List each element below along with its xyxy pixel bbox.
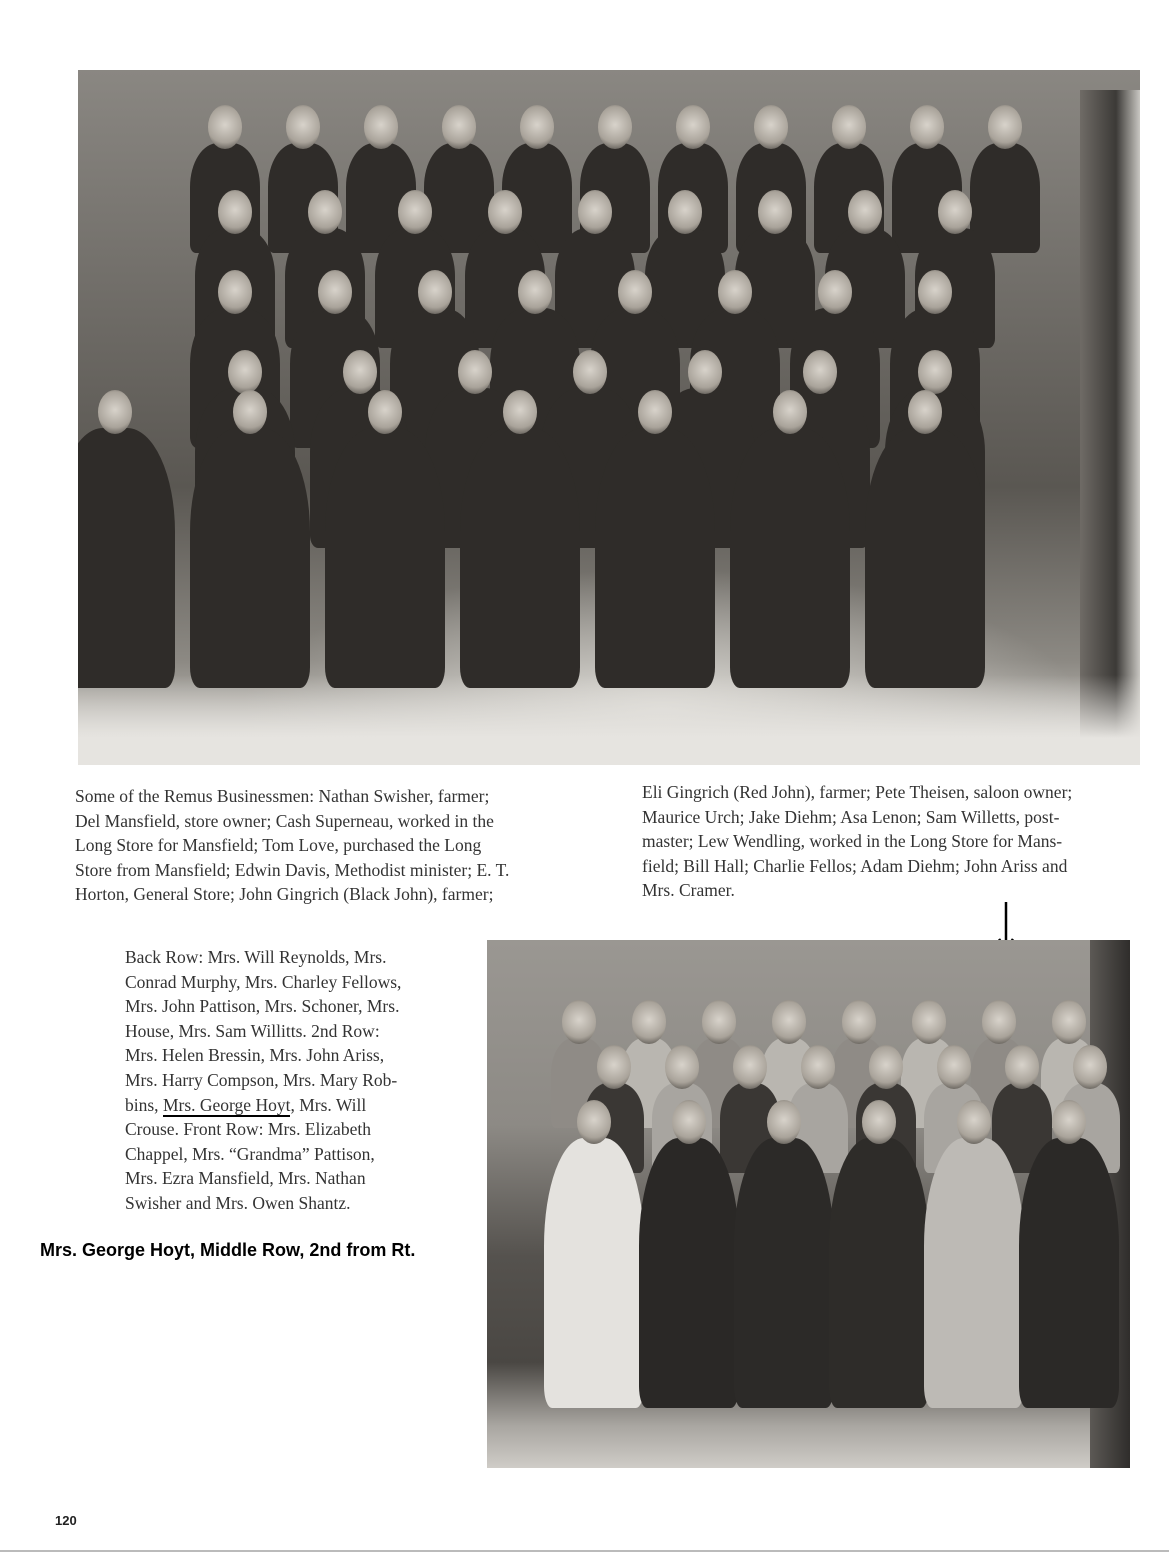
figure-head	[597, 1045, 631, 1089]
figure-head	[862, 1100, 896, 1144]
figure-head	[982, 1000, 1016, 1044]
figure-head	[638, 390, 672, 434]
figure-head	[665, 1045, 699, 1089]
figure-head	[772, 1000, 806, 1044]
caption-women	[125, 945, 401, 1216]
figure-head	[754, 105, 788, 149]
figure-head	[733, 1045, 767, 1089]
caption-line: field; Bill Hall; Charlie Fellos; Adam Diehm; John Ariss and	[642, 855, 1068, 876]
underlined-name: Mrs. George Hoyt	[162, 1094, 291, 1115]
figure-head	[1073, 1045, 1107, 1089]
figure-head	[937, 1045, 971, 1089]
figure-head	[1052, 1000, 1086, 1044]
figure-head	[832, 105, 866, 149]
caption-line: Conrad Murphy, Mrs. Charley Fellows,	[125, 971, 402, 992]
figure-head	[773, 390, 807, 434]
figure-head	[228, 350, 262, 394]
caption-line: Horton, General Store; John Gingrich (Black John), farmer;	[75, 884, 494, 905]
figure-head	[364, 105, 398, 149]
figure-head	[442, 105, 476, 149]
figure-head	[848, 190, 882, 234]
caption-line: Mrs. Ezra Mansfield, Mrs. Nathan	[125, 1168, 366, 1189]
figure-head	[458, 350, 492, 394]
figure-head	[398, 190, 432, 234]
caption-line: Crouse. Front Row: Mrs. Elizabeth	[125, 1119, 371, 1140]
figure-body	[829, 1138, 929, 1408]
photo-edge-shadow	[1080, 90, 1140, 760]
caption-businessmen-col2	[642, 780, 1072, 903]
caption-line: Mrs. Harry Compson, Mrs. Mary Rob-	[125, 1069, 398, 1090]
figure-head	[918, 350, 952, 394]
caption-line: Del Mansfield, store owner; Cash Superneau, worked in the	[75, 810, 494, 831]
caption-line: Mrs. Helen Bressin, Mrs. John Ariss,	[125, 1045, 385, 1066]
caption-line: Back Row: Mrs. Will Reynolds, Mrs.	[125, 947, 387, 967]
figure-head	[208, 105, 242, 149]
caption-line: Some of the Remus Businessmen: Nathan Swisher, farmer;	[75, 786, 490, 806]
figure-head	[938, 190, 972, 234]
figure-head	[718, 270, 752, 314]
figure-body	[730, 428, 850, 688]
figure-head	[518, 270, 552, 314]
figure-head	[988, 105, 1022, 149]
caption-line: Mrs. Cramer.	[642, 880, 735, 901]
figure-head	[957, 1100, 991, 1144]
figure-head	[918, 270, 952, 314]
figure-head	[520, 105, 554, 149]
caption-businessmen-col1	[75, 784, 509, 907]
figure-head	[578, 190, 612, 234]
figure-head	[368, 390, 402, 434]
page-number: 120	[55, 1513, 77, 1528]
figure-head	[818, 270, 852, 314]
figure-head	[912, 1000, 946, 1044]
caption-line: master; Lew Wendling, worked in the Long Store for Mans-	[642, 831, 1063, 852]
figure-head	[908, 390, 942, 434]
figure-body	[639, 1138, 739, 1408]
caption-line: Eli Gingrich (Red John), farmer; Pete Theisen, saloon owner;	[642, 782, 1073, 802]
figure-head	[1005, 1045, 1039, 1089]
figure-body	[924, 1138, 1024, 1408]
figure-head	[632, 1000, 666, 1044]
figure-head	[218, 270, 252, 314]
figure-head	[343, 350, 377, 394]
figure-head	[488, 190, 522, 234]
caption-line: House, Mrs. Sam Willitts. 2nd Row:	[125, 1020, 380, 1041]
figure-head	[676, 105, 710, 149]
figure-head	[910, 105, 944, 149]
figure-head	[672, 1100, 706, 1144]
figure-body	[460, 428, 580, 688]
figure-body	[544, 1138, 644, 1408]
figure-head	[1052, 1100, 1086, 1144]
scan-edge	[0, 1550, 1169, 1552]
figure-body	[595, 428, 715, 688]
figure-head	[869, 1045, 903, 1089]
figure-head	[503, 390, 537, 434]
caption-line: Mrs. John Pattison, Mrs. Schoner, Mrs.	[125, 996, 400, 1017]
photo-floor	[78, 675, 1140, 765]
figure-head	[688, 350, 722, 394]
figure-body	[325, 428, 445, 688]
photo-remus-businessmen	[78, 70, 1140, 765]
figure-head	[98, 390, 132, 434]
figure-head	[702, 1000, 736, 1044]
caption-line: Chappel, Mrs. “Grandma” Pattison,	[125, 1143, 375, 1164]
figure-body	[734, 1138, 834, 1408]
figure-body	[190, 428, 310, 688]
figure-head	[801, 1045, 835, 1089]
figure-head	[573, 350, 607, 394]
figure-head	[308, 190, 342, 234]
annotation-note: Mrs. George Hoyt, Middle Row, 2nd from Rt.	[40, 1240, 416, 1260]
figure-head	[218, 190, 252, 234]
figure-head	[286, 105, 320, 149]
figure-head	[668, 190, 702, 234]
figure-head	[318, 270, 352, 314]
figure-head	[418, 270, 452, 314]
figure-head	[598, 105, 632, 149]
caption-line: Maurice Urch; Jake Diehm; Asa Lenon; Sam Willetts, post-	[642, 806, 1060, 827]
figure-head	[842, 1000, 876, 1044]
photo-remus-women	[487, 940, 1130, 1468]
figure-body	[1019, 1138, 1119, 1408]
figure-body	[865, 428, 985, 688]
figure-head	[233, 390, 267, 434]
caption-line: Swisher and Mrs. Owen Shantz.	[125, 1192, 351, 1213]
figure-body	[78, 428, 175, 688]
caption-text: bins,	[125, 1094, 163, 1115]
caption-text: , Mrs. Will	[290, 1094, 367, 1115]
caption-line	[125, 1093, 401, 1118]
figure-head	[577, 1100, 611, 1144]
figure-head	[758, 190, 792, 234]
figure-head	[767, 1100, 801, 1144]
caption-line: Long Store for Mansfield; Tom Love, purchased the Long	[75, 835, 482, 856]
caption-line: Store from Mansfield; Edwin Davis, Methodist minister; E. T.	[75, 859, 510, 880]
figure-head	[562, 1000, 596, 1044]
figure-head	[618, 270, 652, 314]
figure-head	[803, 350, 837, 394]
